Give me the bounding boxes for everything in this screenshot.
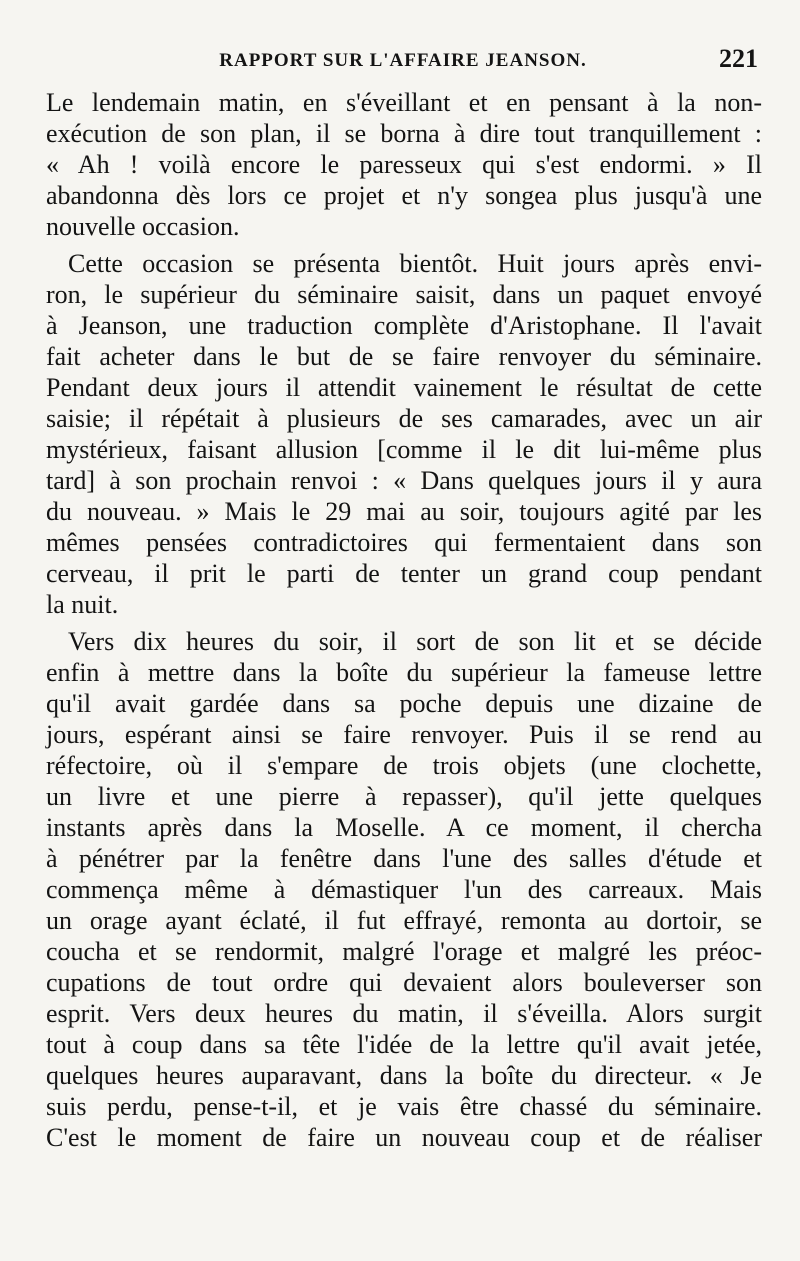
text-line: fait acheter dans le but de se faire renvoyer du séminaire. — [46, 342, 762, 371]
text-line: du nouveau. » Mais le 29 mai au soir, toujours agité par les — [46, 497, 762, 526]
text-line: tard] à son prochain renvoi : « Dans quelques jours il y aura — [46, 466, 762, 495]
text-line: abandonna dès lors ce projet et n'y songea plus jusqu'à une — [46, 181, 762, 210]
text-line: jours, espérant ainsi se faire renvoyer. Puis il se rend au — [46, 720, 762, 749]
paragraph — [46, 87, 762, 242]
text-line: Pendant deux jours il attendit vainement le résultat de cette — [46, 373, 762, 402]
page-header — [48, 44, 758, 80]
text-line: « Ah ! voilà encore le paresseux qui s'est endormi. » Il — [46, 150, 762, 179]
text-line: Vers dix heures du soir, il sort de son lit et se décide — [68, 627, 762, 656]
text-line: ron, le supérieur du séminaire saisit, dans un paquet envoyé — [46, 280, 762, 309]
text-line: à Jeanson, une traduction complète d'Aristophane. Il l'avait — [46, 311, 762, 340]
text-line: Le lendemain matin, en s'éveillant et en pensant à la non- — [46, 88, 762, 117]
running-title: RAPPORT SUR L'AFFAIRE JEANSON. — [219, 50, 587, 71]
text-line: esprit. Vers deux heures du matin, il s'éveilla. Alors surgit — [46, 999, 762, 1028]
text-line: tout à coup dans sa tête l'idée de la lettre qu'il avait jetée, — [46, 1030, 762, 1059]
text-line: C'est le moment de faire un nouveau coup et de réaliser — [46, 1123, 762, 1152]
text-line: coucha et se rendormit, malgré l'orage et malgré les préoc- — [46, 937, 762, 966]
text-line: commença même à démastiquer l'un des carreaux. Mais — [46, 875, 762, 904]
text-line: exécution de son plan, il se borna à dire tout tranquillement : — [46, 119, 762, 148]
paragraph — [46, 626, 762, 1153]
text-line: enfin à mettre dans la boîte du supérieur la fameuse lettre — [46, 658, 762, 687]
text-line: un livre et une pierre à repasser), qu'il jette quelques — [46, 782, 762, 811]
text-line: instants après dans la Moselle. A ce moment, il chercha — [46, 813, 762, 842]
text-line: un orage ayant éclaté, il fut effrayé, remonta au dortoir, se — [46, 906, 762, 935]
text-line: mystérieux, faisant allusion [comme il le dit lui-même plus — [46, 435, 762, 464]
text-line: quelques heures auparavant, dans la boîte du directeur. « Je — [46, 1061, 762, 1090]
page-body — [46, 87, 762, 1153]
text-line: nouvelle occasion. — [46, 212, 240, 241]
text-line: réfectoire, où il s'empare de trois objets (une clochette, — [46, 751, 762, 780]
text-line: saisie; il répétait à plusieurs de ses camarades, avec un air — [46, 404, 762, 433]
text-line: la nuit. — [46, 590, 119, 619]
text-line: Cette occasion se présenta bientôt. Huit jours après envi- — [68, 249, 762, 278]
text-line: à pénétrer par la fenêtre dans l'une des salles d'étude et — [46, 844, 762, 873]
text-line: qu'il avait gardée dans sa poche depuis une dizaine de — [46, 689, 762, 718]
text-line: suis perdu, pense-t-il, et je vais être chassé du séminaire. — [46, 1092, 762, 1121]
text-line: cupations de tout ordre qui devaient alors bouleverser son — [46, 968, 762, 997]
text-line: mêmes pensées contradictoires qui fermentaient dans son — [46, 528, 762, 557]
page-number: 221 — [719, 44, 758, 73]
text-line: cerveau, il prit le parti de tenter un grand coup pendant — [46, 559, 762, 588]
paragraph — [46, 248, 762, 620]
